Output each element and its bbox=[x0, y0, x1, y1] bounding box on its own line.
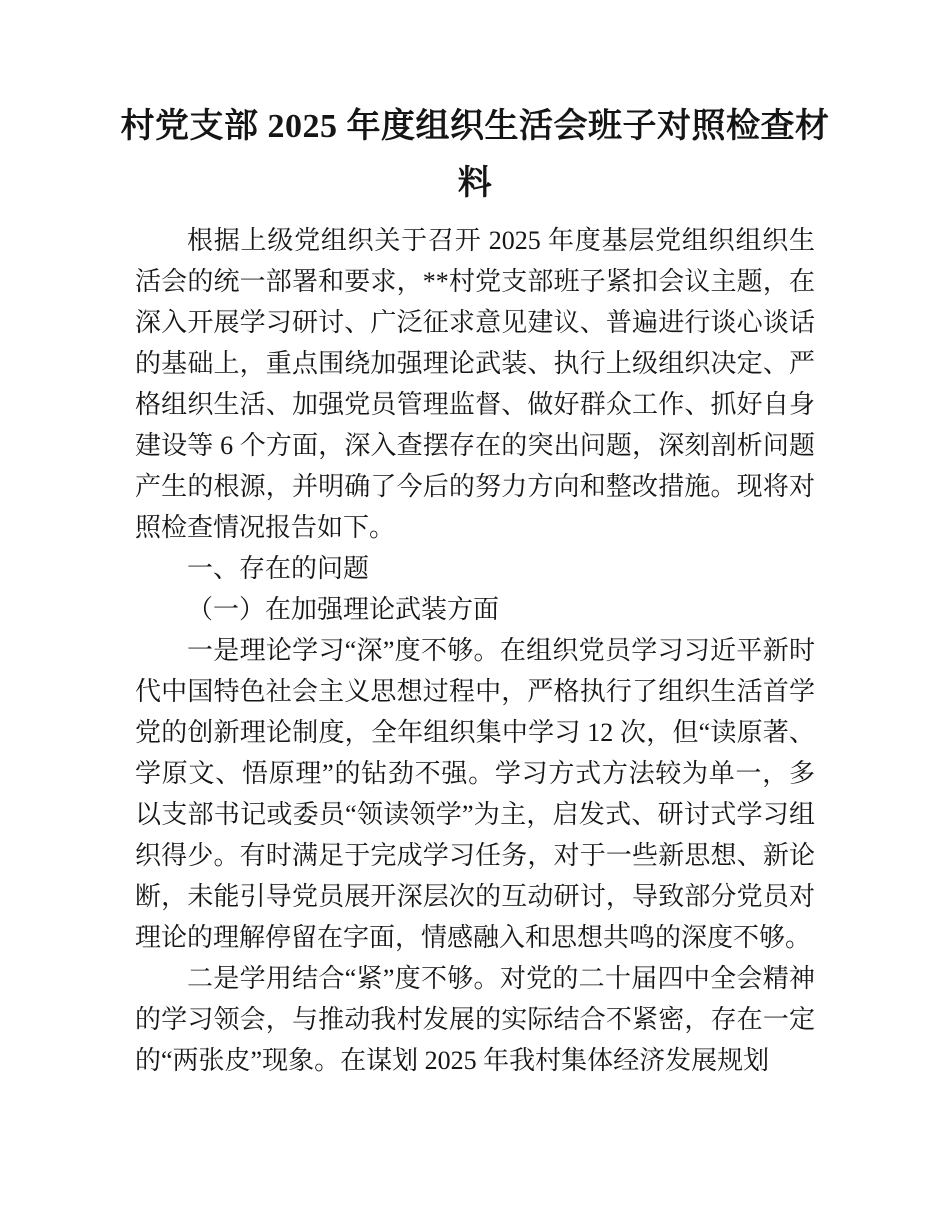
paragraph: 二是学用结合“紧”度不够。对党的二十届四中全会精神的学习领会，与推动我村发展的实际结合不紧密，存在一定的“两张皮”现象。在谋划 2025 年我村集体经济发展规划 bbox=[135, 964, 815, 1075]
paragraph: 根据上级党组织关于召开 2025 年度基层党组织组织生活会的统一部署和要求，**村党支部班子紧扣会议主题，在深入开展学习研讨、广泛征求意见建议、普遍进行谈心谈话的基础上，重点围绕加强理论武装、执行上级组织决定、严格组织生活、加强党员管理监督、做好群众工作、抓好自身建设等 6 个方面，深入查摆存在的突出问题，深刻剖析问题产生的根源，并明确了今后的努力方向和整改措施。现将对照检查情况报告如下。 bbox=[135, 226, 815, 542]
section-heading: 一、存在的问题 bbox=[187, 554, 370, 583]
document-title: 村党支部 2025 年度组织生活会班子对照检查材料 bbox=[120, 108, 830, 202]
paragraph: 一是理论学习“深”度不够。在组织党员学习习近平新时代中国特色社会主义思想过程中，严格执行了组织生活首学党的创新理论制度，全年组织集中学习 12 次，但“读原著、学原文、悟原理”的钻劲不强。学习方式方法较为单一，多以支部书记或委员“领读领学”为主，启发式、研讨式学习组织得少。有时满足于完成学习任务，对于一些新思想、新论断，未能引导党员展开深层次的互动研讨，导致部分党员对理论的理解停留在字面，情感融入和思想共鸣的深度不够。 bbox=[135, 636, 815, 952]
document-body bbox=[135, 220, 815, 1081]
subsection-heading: （一）在加强理论武装方面 bbox=[187, 595, 500, 624]
